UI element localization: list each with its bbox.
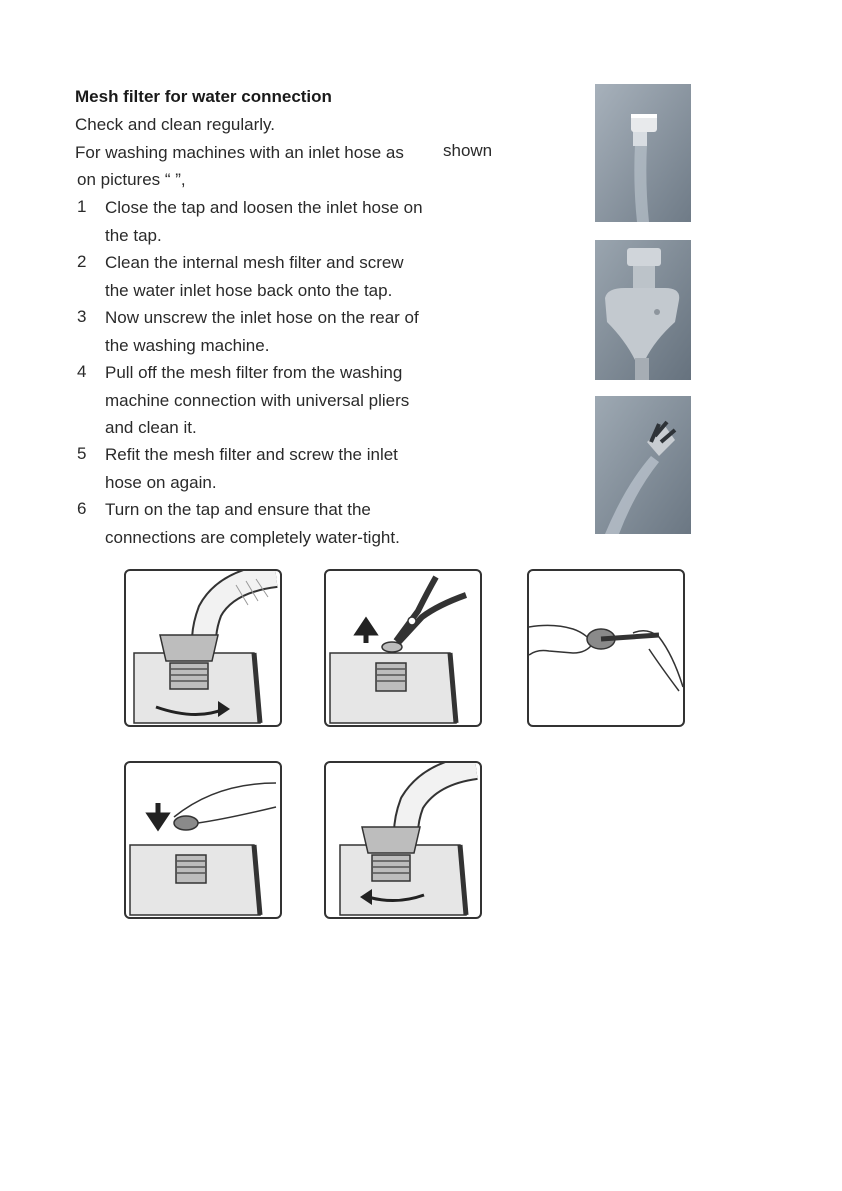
illustration-clean-filter-brush: [527, 569, 685, 727]
step-text: hose on again.: [105, 472, 217, 492]
photo-mesh-filter: [595, 396, 691, 534]
step-text: Now unscrew the inlet hose on the rear of: [105, 308, 419, 327]
step-text: and clean it.: [105, 418, 197, 437]
step-text: the washing machine.: [105, 335, 270, 355]
step-number: 2: [77, 252, 87, 271]
step-text: the water inlet hose back onto the tap.: [105, 280, 393, 300]
section-title: Mesh filter for water connection: [75, 87, 332, 106]
illustration-rescrew-hose: [324, 761, 482, 919]
step-text: Clean the internal mesh filter and screw: [105, 253, 404, 272]
intro-shown: shown: [443, 141, 493, 160]
illustration-unscrew-hose-tap: [124, 569, 282, 727]
step-number: 6: [77, 499, 87, 518]
photo-hose-fitting: [595, 84, 691, 222]
step-text: the tap.: [105, 225, 162, 245]
illustration-pliers-pull-filter: [324, 569, 482, 727]
step-text: Pull off the mesh filter from the washing: [105, 363, 403, 382]
step-text: Turn on the tap and ensure that the: [105, 500, 371, 519]
step-number: 1: [77, 197, 87, 216]
intro-check: Check and clean regularly.: [75, 115, 276, 134]
step-number: 4: [77, 362, 87, 381]
step-text: connections are completely water-tight.: [105, 527, 400, 547]
step-number: 5: [77, 444, 87, 463]
photo-filter-adapter: [595, 240, 691, 380]
intro-for: For washing machines with an inlet hose as: [75, 143, 404, 162]
step-text: Close the tap and loosen the inlet hose on: [105, 198, 423, 217]
illustration-insert-filter: [124, 761, 282, 919]
step-text: machine connection with universal pliers: [105, 390, 410, 410]
step-text: Refit the mesh filter and screw the inlet: [105, 445, 398, 464]
step-number: 3: [77, 307, 87, 326]
intro-pictures: on pictures “ ”,: [77, 170, 186, 189]
